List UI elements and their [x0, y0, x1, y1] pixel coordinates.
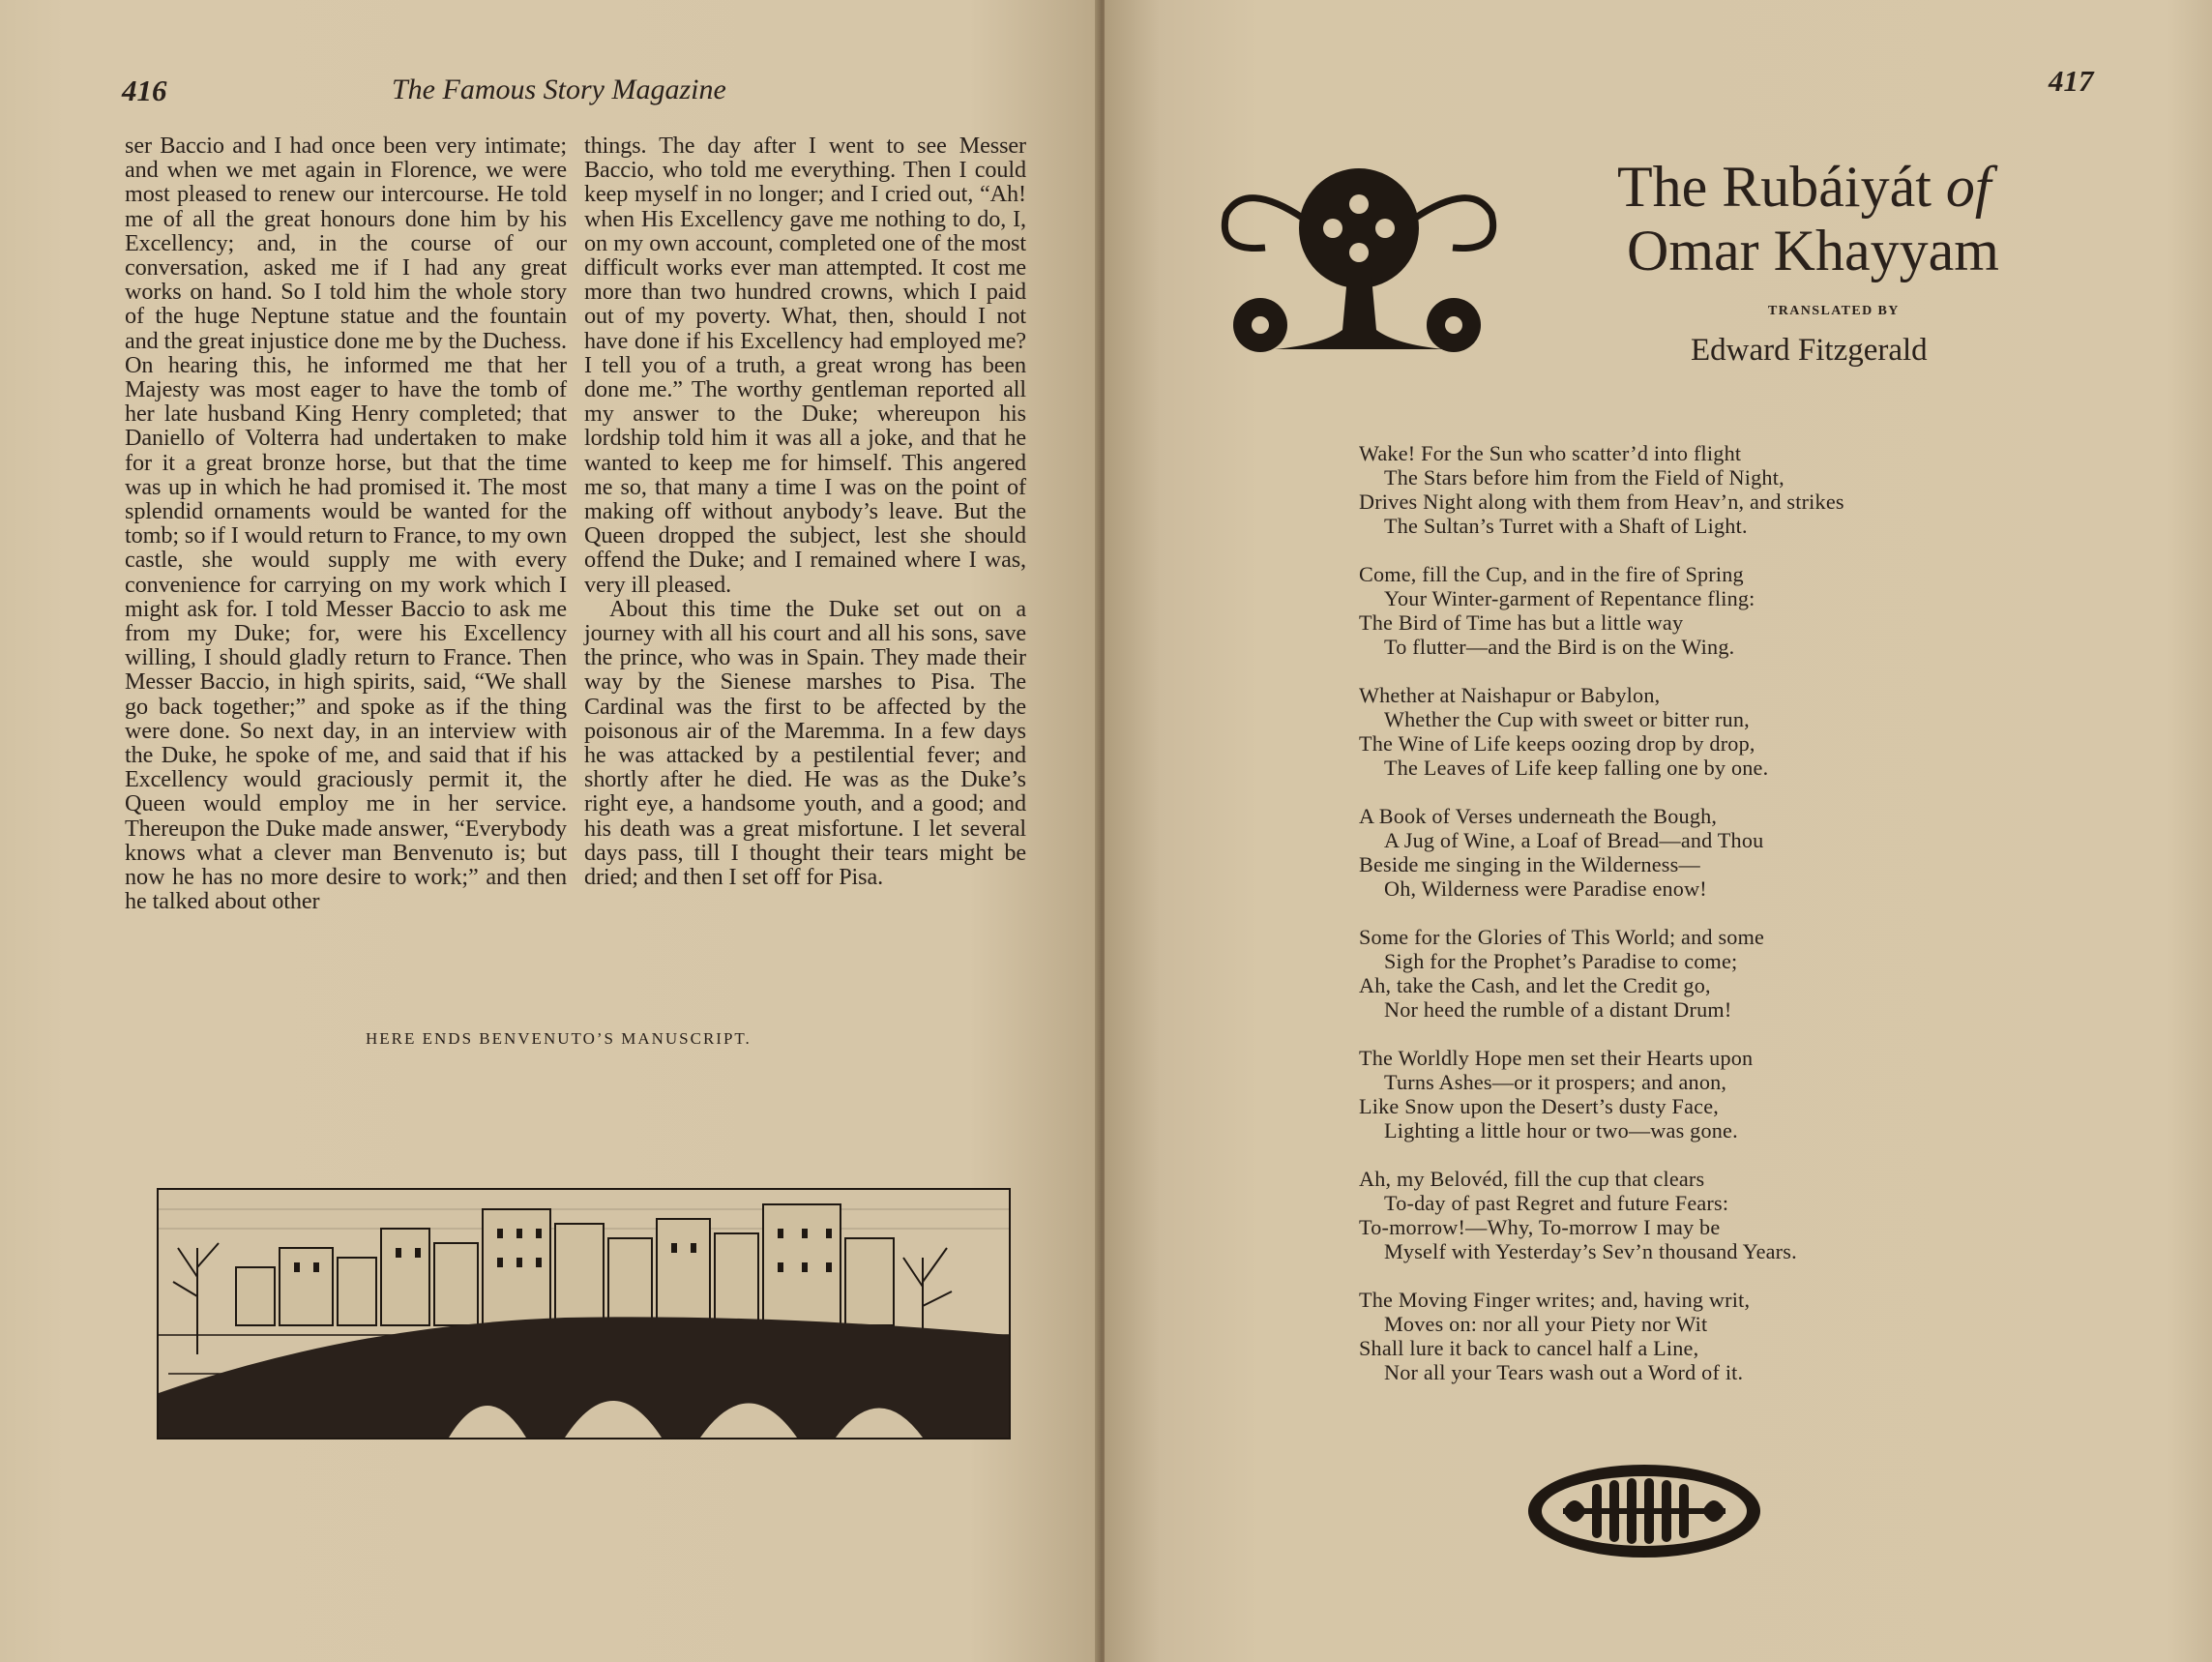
- verse-line: The Bird of Time has but a little way: [1359, 610, 1684, 635]
- stanza: [1359, 683, 1844, 780]
- verse-line: Ah, take the Cash, and let the Credit go,: [1359, 973, 1711, 997]
- verse-line: The Leaves of Life keep falling one by one.: [1384, 756, 1769, 780]
- verse-line: The Stars before him from the Field of Night,: [1384, 465, 1784, 490]
- page-number-left: 416: [122, 74, 167, 107]
- stanza: [1359, 925, 1844, 1022]
- oval-ornament-icon: [1524, 1461, 1764, 1561]
- verse-line: Shall lure it back to cancel half a Line,: [1359, 1336, 1699, 1360]
- verse-line: Nor heed the rumble of a distant Drum!: [1384, 997, 1732, 1022]
- title-of: of: [1945, 155, 1991, 219]
- verse-line: The Worldly Hope men set their Hearts upon: [1359, 1046, 1754, 1070]
- verse-line: The Sultan’s Turret with a Shaft of Light.: [1384, 514, 1748, 538]
- verse-line: Wake! For the Sun who scatter’d into flight: [1359, 441, 1742, 465]
- verse-line: Like Snow upon the Desert’s dusty Face,: [1359, 1094, 1719, 1118]
- running-head: The Famous Story Magazine: [392, 74, 726, 105]
- verse-line: To-day of past Regret and future Fears:: [1384, 1191, 1729, 1215]
- verse-line: Myself with Yesterday’s Sev’n thousand Years.: [1384, 1239, 1797, 1263]
- verse-line: Drives Night along with them from Heav’n, and strikes: [1359, 490, 1844, 514]
- verse-line: Turns Ashes—or it prospers; and anon,: [1384, 1070, 1727, 1094]
- verse-line: Your Winter-garment of Repentance fling:: [1384, 586, 1755, 610]
- title-main: The Rubáiyát: [1617, 155, 1932, 219]
- poem-title: [1617, 155, 1999, 282]
- stanza: [1359, 441, 1844, 538]
- verse-line: To-morrow!—Why, To-morrow I may be: [1359, 1215, 1721, 1239]
- text-column-2: [584, 134, 1026, 889]
- verse-line: Lighting a little hour or two—was gone.: [1384, 1118, 1738, 1143]
- verse-line: The Moving Finger writes; and, having writ,: [1359, 1288, 1751, 1312]
- verse-line: Nor all your Tears wash out a Word of it.: [1384, 1360, 1744, 1384]
- paragraph: About this time the Duke set out on a journey with all his court and all his sons, save the prince, who was in Spain. They made their way by the Sienese marshes to Pisa. The Cardinal was the first to be affected by the poisonous air of the Maremma. In a few days he was attacked by a pestilential fever; and shortly after he died. He was as the Duke’s right eye, a handsome youth, and a good; and his death was a great misfortune. I let several days pass, till I thought their tears might be dried; and then I set off for Pisa.: [584, 595, 1026, 891]
- end-note: HERE ENDS BENVENUTO’S MANUSCRIPT.: [366, 1029, 752, 1048]
- stanza: [1359, 1167, 1844, 1263]
- title-line-2: Omar Khayyam: [1627, 219, 1999, 282]
- text-column-1: [125, 134, 567, 914]
- stanza: [1359, 1046, 1844, 1143]
- verse-line: Come, fill the Cup, and in the fire of Spring: [1359, 562, 1744, 586]
- verse-line: Ah, my Belovéd, fill the cup that clears: [1359, 1167, 1705, 1191]
- verse-line: Whether the Cup with sweet or bitter run,: [1384, 707, 1750, 731]
- stanza: [1359, 804, 1844, 901]
- stanza: [1359, 562, 1844, 659]
- stanza: [1359, 1288, 1844, 1384]
- verse-line: Some for the Glories of This World; and some: [1359, 925, 1765, 949]
- left-page: [0, 0, 1101, 1662]
- verse-line: Moves on: nor all your Piety nor Wit: [1384, 1312, 1708, 1336]
- verse-line: The Wine of Life keeps oozing drop by drop,: [1359, 731, 1755, 756]
- verse-line: Whether at Naishapur or Babylon,: [1359, 683, 1661, 707]
- verse-line: Beside me singing in the Wilderness—: [1359, 852, 1700, 876]
- page-number-right: 417: [2049, 64, 2094, 98]
- verse-line: A Jug of Wine, a Loaf of Bread—and Thou: [1384, 828, 1764, 852]
- paragraph: things. The day after I went to see Messer Baccio, who told me everything. Then I could keep myself in no longer; and I cried out, “Ah! when His Excellency gave me nothing to do, I, on my own account, completed one of the most difficult works ever man attempted. It cost me more than two hundred crowns, which I paid out of my poverty. What, then, should I not have done if his Excellency had employed me? I tell you of a truth, a great wrong has been done me.” The worthy gentleman reported all my answer to the Duke; whereupon his lordship told him it was all a joke, and that he wanted to keep me for himself. This angered me so, that many a time I was on the point of making off without anybody’s leave. But the Queen dropped the subject, lest she should offend the Duke; and I remained where I was, very ill pleased.: [584, 133, 1026, 598]
- verse-line: To flutter—and the Bird is on the Wing.: [1384, 635, 1735, 659]
- translated-by-label: TRANSLATED BY: [1768, 304, 1900, 318]
- poem-body: [1359, 441, 1844, 1409]
- verse-line: A Book of Verses underneath the Bough,: [1359, 804, 1718, 828]
- translator-name: Edward Fitzgerald: [1691, 333, 1928, 368]
- ornamental-tree-icon: [1207, 161, 1511, 368]
- paragraph: ser Baccio and I had once been very intimate; and when we met again in Florence, we were most pleased to renew our intercourse. He told me of all the great honours done him by his Excellency; and, in the course of our conversation, asked me if I had any great works on hand. So I told him the whole story of the huge Neptune statue and the fountain and the great injustice done me by the Duchess. On hearing this, he informed me that her Majesty was most eager to have the tomb of her late husband King Henry completed; that Daniello of Volterra had undertaken to make for it a great bronze horse, but that the time was up in which he had promised it. The most splendid ornaments would be wanted for the tomb; so if I would return to France, to my own castle, she would supply me with every convenience for carrying on my work which I might ask for. I told Messer Baccio to ask me from my Duke; for, were his Excellency willing, I should gladly return to France. Then Messer Baccio, in high spirits, said, “We shall go back together;” and spoke as if the thing were done. So next day, in an interview with the Duke, he spoke of me, and said that if his Excellency would graciously permit it, the Queen would employ me in her service. Thereupon the Duke made answer, “Everybody knows what a clever man Benvenuto is; but now he has no more desire to work;” and then he talked about other: [125, 133, 567, 915]
- verse-line: Oh, Wilderness were Paradise enow!: [1384, 876, 1707, 901]
- bridge-townscape-illustration: [157, 1188, 1011, 1439]
- verse-line: Sigh for the Prophet’s Paradise to come;: [1384, 949, 1738, 973]
